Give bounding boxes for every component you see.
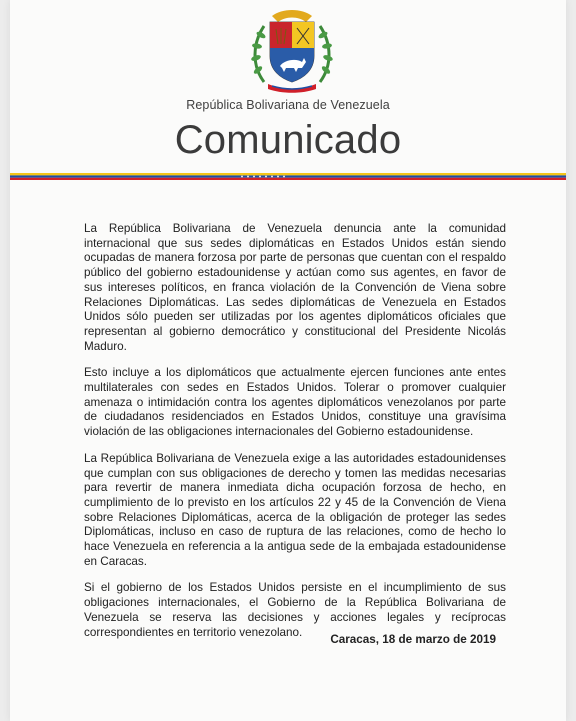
coat-of-arms-icon <box>242 4 342 94</box>
paragraph-2: Esto incluye a los diplomáticos que actualmente ejercen funciones ante entes multilaterales con sedes en Estados Unidos. Tolerar o promover cualquier amenaza o intimidación contra los agentes diplomáticos venezolanos por parte de ciudadanos residenciados en Estados Unidos, constituye una gravísima violación de las obligaciones internacionales del Gobierno estadounidense. <box>84 366 506 439</box>
republic-name: República Bolivariana de Venezuela <box>186 98 390 112</box>
document-page <box>10 0 566 721</box>
paragraph-4: Si el gobierno de los Estados Unidos persiste en el incumplimiento de sus obligaciones internacionales, el Gobierno de la República Bolivariana de Venezuela se reserva las decisiones y acciones legales y recíprocas correspondientes en territorio venezolano. <box>84 581 506 639</box>
paragraph-3: La República Bolivariana de Venezuela exige a las autoridades estadounidenses que cumplan con sus obligaciones de derecho y tomen las medidas necesarias para revertir de manera inmediata dicha ocupación forzosa de hecho, en cumplimiento de lo previsto en los artículos 22 y 45 de la Convención de Viena sobre Relaciones Diplomáticas, acerca de la obligación de proteger las sedes Diplomáticas, incluso en caso de ruptura de las relaciones, como de hecho lo hace Venezuela en referencia a la antigua sede de la embajada estadounidense en Caracas. <box>84 451 506 568</box>
communique-body <box>84 222 506 652</box>
page-title: Comunicado <box>174 118 402 162</box>
date-line: Caracas, 18 de marzo de 2019 <box>330 633 496 646</box>
paragraph-1: La República Bolivariana de Venezuela denuncia ante la comunidad internacional que sus sedes diplomáticas en Estados Unidos están siendo ocupadas de manera forzosa por parte de personas que cuentan con el respaldo público del gobierno estadounidense y actúan como sus agentes, en favor de sus intereses políticos, en franca violación de la Convención de Viena sobre Relaciones Diplomáticas. Las sedes diplomáticas de Venezuela en Estados Unidos sólo pueden ser utilizadas por los agentes diplomáticos oficiales que representan al gobierno democrático y constitucional del Presidente Nicolás Maduro. <box>84 222 506 353</box>
flag-stripe-divider <box>10 173 566 180</box>
